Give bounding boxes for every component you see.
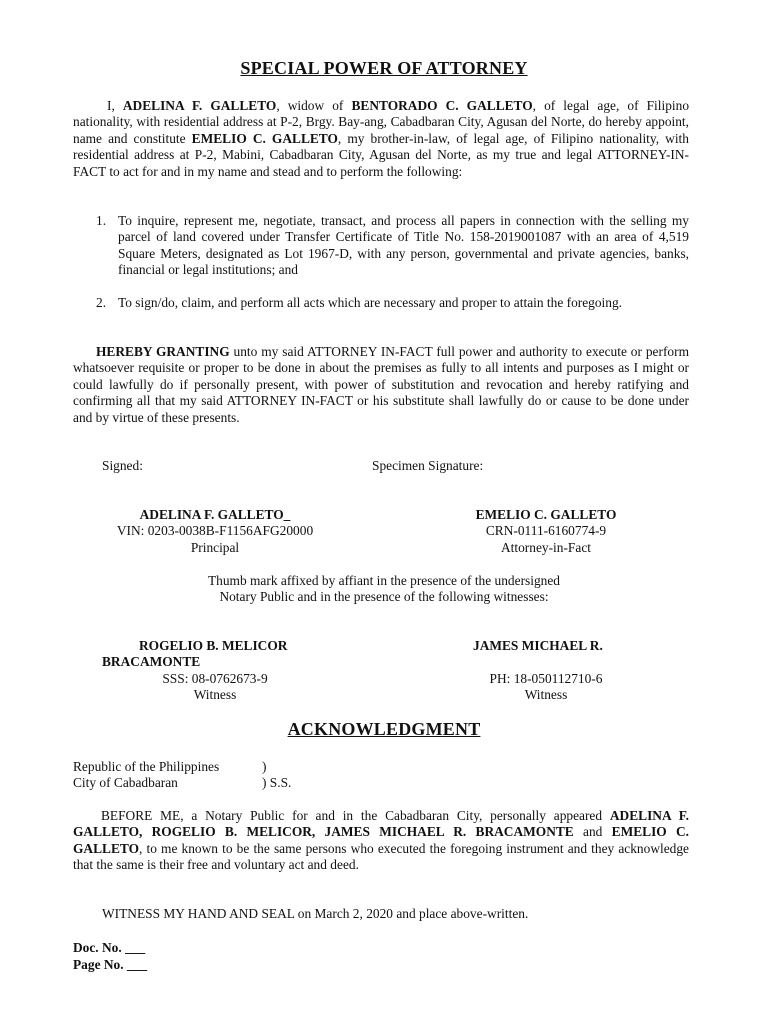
page-number: Page No. ___ xyxy=(73,957,148,972)
granting-paragraph xyxy=(73,344,689,426)
attorney-name: EMELIO C. GALLETO xyxy=(191,130,338,146)
principal-role: Principal xyxy=(190,539,240,555)
before-text-2: and xyxy=(573,824,612,840)
principal-signature-name: ADELINA F. GALLETO_ xyxy=(139,507,291,522)
thumb-mark-note-line: Thumb mark affixed by affiant in the presence of the undersigned xyxy=(207,573,560,588)
specimen-signature-label: Specimen Signature: xyxy=(372,458,484,473)
before-text-3: , to me known to be the same persons who executed the foregoing instrument and they acknowledge that the same is their free and voluntary act and deed. xyxy=(73,840,689,873)
intro-text-2: , widow of xyxy=(276,98,352,113)
list-item-number: 1. xyxy=(96,213,107,228)
witness1-role: Witness xyxy=(193,687,237,703)
intro-text-4: , my brother-in-law, of legal age, of Filipino nationality, with residential address at P-2, Mabini, Cabadbaran City, Agusan del Norte, as my true and legal ATTORNEY-IN-FACT to act for and in my name and stead and to perform the following: xyxy=(73,130,689,179)
attorney-role: Attorney-in-Fact xyxy=(501,539,591,555)
doc-number: Doc. No. ___ xyxy=(73,940,146,955)
granting-text: unto my said ATTORNEY IN-FACT full power and authority to execute or perform whatsoever requisite or proper to be done in about the premises as fully to all intents and purposes as I might or could lawfully do if personally present, with power of substitution and revocation and hereby ratifying and confirming all that my said ATTORNEY IN-FACT or his substitute shall lawfully do or cause to be done under and by virtue of these presents. xyxy=(73,344,689,425)
witness-hand-and-seal: WITNESS MY HAND AND SEAL on March 2, 2020 and place above-written. xyxy=(102,906,529,921)
appearing-name-attorney: EMELIO C. GALLETO xyxy=(73,824,690,856)
acknowledgment-title: ACKNOWLEDGMENT xyxy=(287,719,481,739)
witness1-name-continued: BRACAMONTE xyxy=(102,654,201,669)
thumb-mark-note xyxy=(0,573,768,606)
before-me-paragraph xyxy=(73,808,689,874)
list-item-text: To inquire, represent me, negotiate, transact, and process all papers in connection with the selling my parcel of land covered under Transfer Certificate of Title No. 158-2019001087 with an area of 4,519 Square Meters, designated as Lot 1967-D, with any person, governmental and private agencies, banks, financial or legal institutions; and xyxy=(118,213,689,278)
signed-label: Signed: xyxy=(102,458,143,473)
attorney-signature-block xyxy=(420,507,672,556)
attorney-id: CRN-0111-6160774-9 xyxy=(485,523,607,539)
document-title: SPECIAL POWER OF ATTORNEY xyxy=(240,58,528,78)
thumb-mark-note-line: Notary Public and in the presence of the following witnesses: xyxy=(219,589,549,605)
witness1-details xyxy=(70,671,360,704)
list-item-number: 2. xyxy=(96,295,107,310)
venue-paren-1: ) xyxy=(262,759,267,774)
witness2-id: PH: 18-050112710-6 xyxy=(489,671,603,686)
principal-signature-block xyxy=(70,507,360,556)
spouse-name: BENTORADO C. GALLETO xyxy=(351,98,533,113)
intro-text-1: I, xyxy=(107,98,123,113)
principal-id: VIN: 0203-0038B-F1156AFG20000 xyxy=(116,523,314,539)
witness1-name: ROGELIO B. MELICOR xyxy=(139,638,288,653)
granting-lead: HEREBY GRANTING xyxy=(96,344,230,359)
venue-line-1: Republic of the Philippines xyxy=(73,759,220,774)
witness2-role: Witness xyxy=(524,687,568,703)
before-text-1: BEFORE ME, a Notary Public for and in the Cabadbaran City, personally appeared xyxy=(101,808,610,823)
list-item-text: To sign/do, claim, and perform all acts which are necessary and proper to attain the foregoing. xyxy=(118,295,623,310)
intro-paragraph xyxy=(73,98,689,180)
appearing-names: ADELINA F. GALLETO, ROGELIO B. MELICOR, JAMES MICHAEL R. BRACAMONTE xyxy=(73,808,689,840)
witness2-name: JAMES MICHAEL R. xyxy=(473,638,603,653)
venue-line-2: City of Cabadbaran xyxy=(73,775,178,790)
principal-name: ADELINA F. GALLETO xyxy=(122,98,277,113)
list-item xyxy=(96,295,689,311)
witness2-details xyxy=(420,671,672,704)
intro-text-3: , of legal age, of Filipino nationality, with residential address at P-2, Brgy. Bay-ang, Cabadbaran City, Agusan del Norte, do hereby appoint, name and constitute xyxy=(73,98,690,146)
venue-paren-2: ) S.S. xyxy=(262,775,292,790)
list-item xyxy=(96,213,689,279)
attorney-signature-name: EMELIO C. GALLETO xyxy=(475,507,617,522)
witness1-id: SSS: 08-0762673-9 xyxy=(162,671,268,686)
